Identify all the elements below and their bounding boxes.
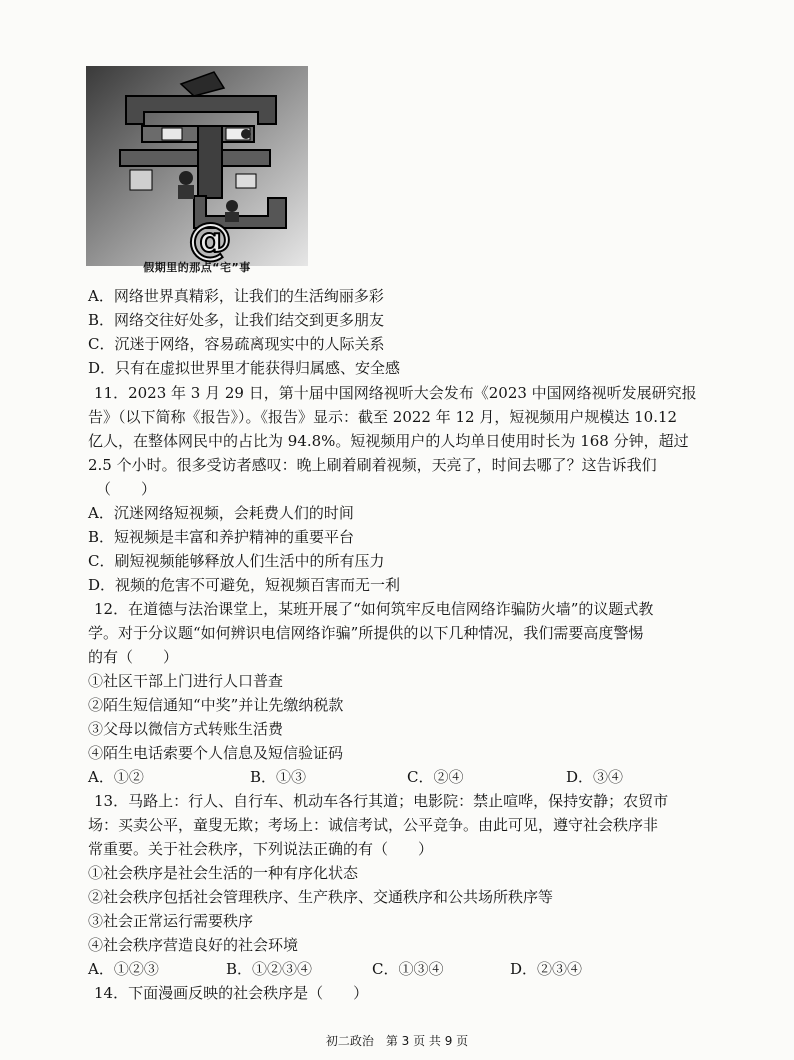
q12-item: ①社区干部上门进行人口普查 — [88, 672, 284, 690]
q10-option-c: C．沉迷于网络，容易疏离现实中的人际关系 — [88, 335, 385, 353]
q12-stem-line: 12．在道德与法治课堂上，某班开展了“如何筑牢反电信网络诈骗防火墙”的议题式教 — [94, 600, 654, 618]
q13-stem-line: 13．马路上：行人、自行车、机动车各行其道；电影院：禁止喧哗，保持安静；农贸市 — [94, 792, 669, 810]
q12-item: ④陌生电话索要个人信息及短信验证码 — [88, 744, 344, 762]
q13-item: ③社会正常运行需要秩序 — [88, 912, 254, 930]
q11-stem-line: 2.5 个小时。很多受访者感叹：晚上刷着刷着视频，天亮了，时间去哪了？这告诉我们 — [88, 456, 657, 474]
q11-stem-line: 亿人，在整体网民中的占比为 94.8%。短视频用户的人均单日使用时长为 168 分钟，超过 — [88, 432, 689, 450]
page-footer: 初二政治 第 3 页 共 9 页 — [325, 1034, 469, 1048]
q13-stem-line: 场：买卖公平，童叟无欺；考场上：诚信考试，公平竞争。由此可见，遵守社会秩序非 — [88, 816, 659, 834]
q12-option-c: C．②④ — [407, 768, 464, 786]
q11-option-a: A．沉迷网络短视频，会耗费人们的时间 — [88, 504, 354, 522]
q12-item: ②陌生短信通知“中奖”并让先缴纳税款 — [88, 696, 344, 714]
q10-option-d: D．只有在虚拟世界里才能获得归属感、安全感 — [88, 359, 401, 377]
q12-stem-line: 的有（ ） — [88, 648, 179, 666]
cartoon-caption: 假期里的那点“宅”事 — [143, 261, 251, 274]
q11-answer-blank: （ ） — [96, 480, 157, 498]
q13-option-b: B．①②③④ — [226, 960, 313, 978]
q13-item: ①社会秩序是社会生活的一种有序化状态 — [88, 864, 359, 882]
q11-option-d: D．视频的危害不可避免，短视频百害而无一利 — [88, 576, 401, 594]
q11-option-b: B．短视频是丰富和养护精神的重要平台 — [88, 528, 355, 546]
q12-stem-line: 学。对于分议题“如何辨识电信网络诈骗”所提供的以下几种情况，我们需要高度警惕 — [88, 624, 644, 642]
q13-option-a: A．①②③ — [88, 960, 159, 978]
q13-stem-line: 常重要。关于社会秩序，下列说法正确的有（ ） — [88, 840, 434, 858]
q11-stem-line: 11．2023 年 3 月 29 日，第十届中国网络视听大会发布《2023 中国网络视听发展研究报 — [94, 384, 697, 402]
q10-option-a: A．网络世界真精彩，让我们的生活绚丽多彩 — [88, 287, 384, 305]
q13-item: ④社会秩序营造良好的社会环境 — [88, 936, 299, 954]
q14-stem-line: 14．下面漫画反映的社会秩序是（ ） — [94, 984, 369, 1002]
q13-item: ②社会秩序包括社会管理秩序、生产秩序、交通秩序和公共场所秩序等 — [88, 888, 554, 906]
q10-option-b: B．网络交往好处多，让我们结交到更多朋友 — [88, 311, 385, 329]
cartoon-drawing — [86, 66, 308, 266]
q13-option-c: C．①③④ — [372, 960, 444, 978]
cartoon-image — [86, 66, 308, 276]
q11-stem-line: 告》（以下简称《报告》）。《报告》显示：截至 2022 年 12 月，短视频用户规模达 10.12 — [88, 408, 678, 426]
q12-option-d: D．③④ — [566, 768, 624, 786]
q12-item: ③父母以微信方式转账生活费 — [88, 720, 284, 738]
q11-option-c: C．刷短视频能够释放人们生活中的所有压力 — [88, 552, 385, 570]
q13-option-d: D．②③④ — [510, 960, 583, 978]
at-symbol: @ — [188, 214, 232, 265]
q12-option-a: A．①② — [88, 768, 144, 786]
q12-option-b: B．①③ — [250, 768, 307, 786]
